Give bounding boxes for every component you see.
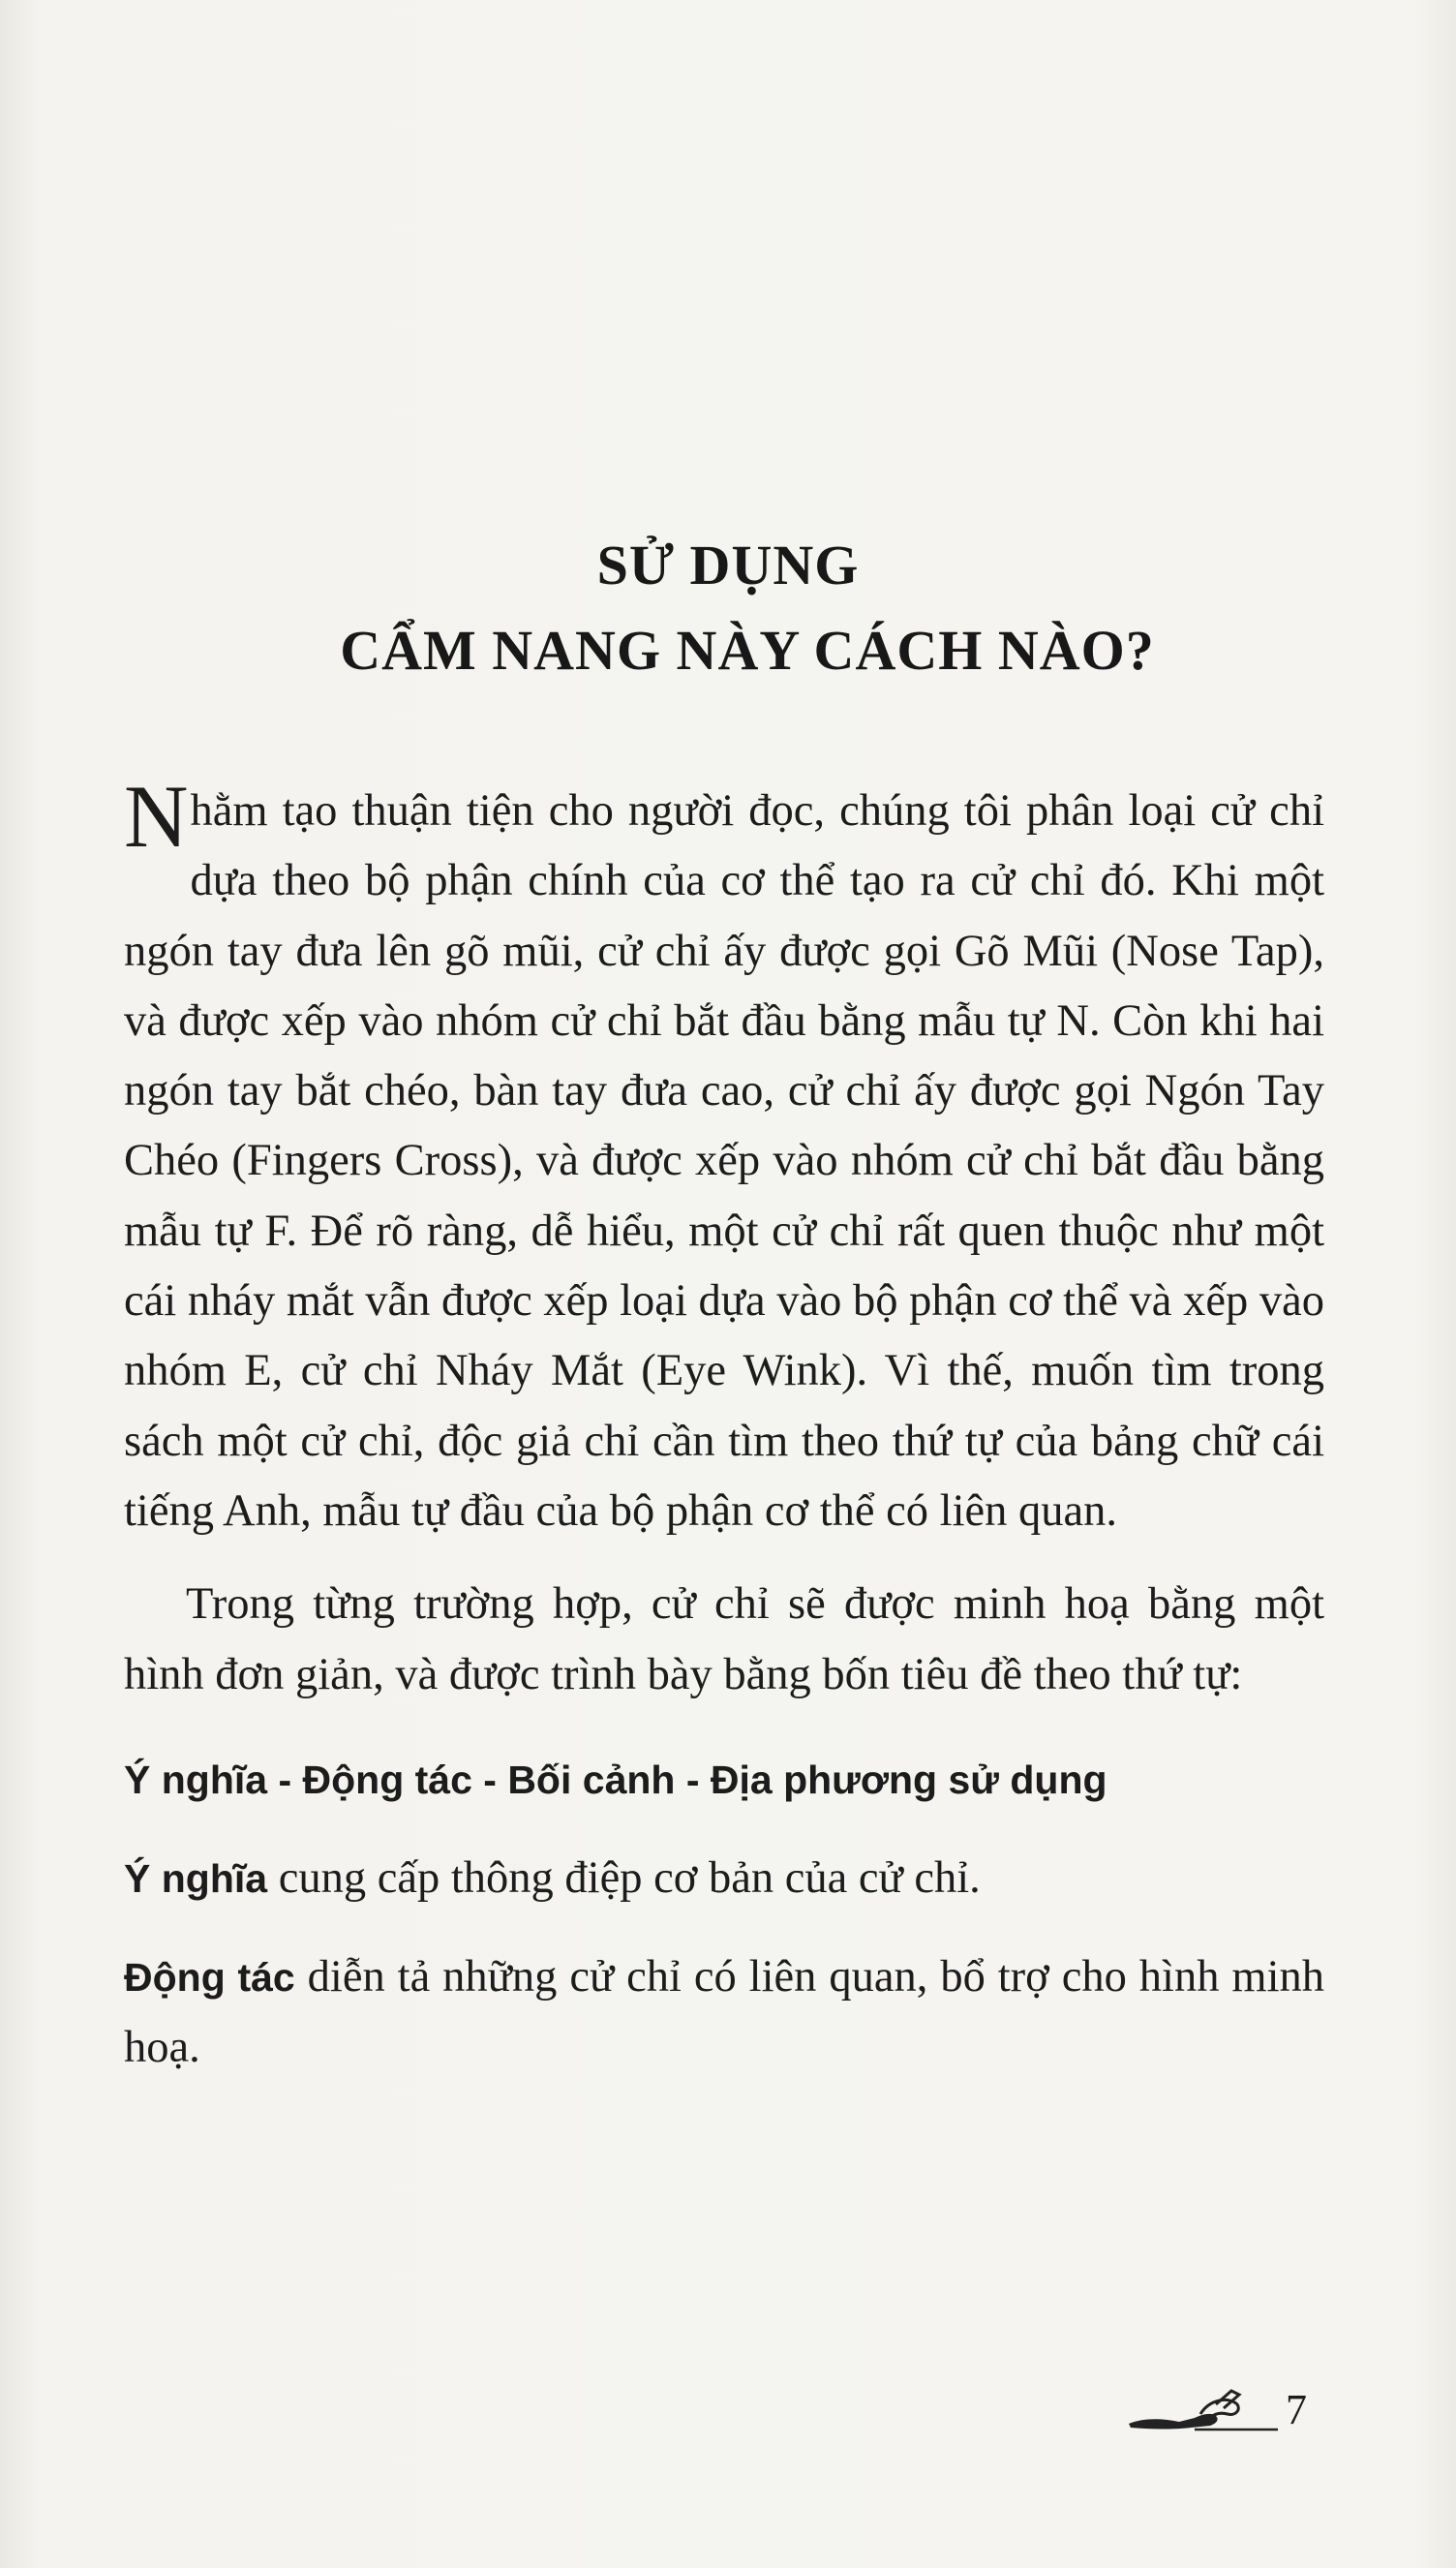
- chapter-title: [0, 523, 1456, 693]
- page-footer: [1123, 2385, 1317, 2443]
- paragraph-2: Trong từng trường hợp, cử chỉ sẽ được minh hoạ bằng một hình đơn giản, và được trình bày bằng bốn tiêu đề theo thứ tự:: [124, 1579, 1324, 1699]
- page-number: 7: [1286, 2386, 1307, 2433]
- paragraph-1-text: hằm tạo thuận tiện cho người đọc, chúng tôi phân loại cử chỉ dựa theo bộ phận chính của cơ thể tạo ra cử chỉ đó. Khi một ngón tay đưa lên gõ mũi, cử chỉ ấy được gọi Gõ Mũi (Nose Tap), và được xếp vào nhóm cử chỉ bắt đầu bằng mẫu tự N. Còn khi hai ngón tay bắt chéo, bàn tay đưa cao, cử chỉ ấy được gọi Ngón Tay Chéo (Fingers Cross), và được xếp vào nhóm cử chỉ bắt đầu bằng mẫu tự F. Để rõ ràng, dễ hiểu, một cử chỉ rất quen thuộc như một cái nháy mắt vẫn được xếp loại dựa vào bộ phận cơ thể và xếp vào nhóm E, cử chỉ Nháy Mắt (Eye Wink). Vì thế, muốn tìm trong sách một cử chỉ, độc giả chỉ cần tìm theo thứ tự của bảng chữ cái tiếng Anh, mẫu tự đầu của bộ phận cơ thể có liên quan.: [124, 786, 1324, 1536]
- title-line-2: CẨM NANG NÀY CÁCH NÀO?: [340, 619, 1155, 682]
- definition-term: Ý nghĩa: [124, 1856, 268, 1902]
- definition-text: cung cấp thông điệp cơ bản của cử chỉ.: [267, 1853, 981, 1904]
- body-text: [124, 767, 1324, 2083]
- title-line-1: SỬ DỤNG: [596, 534, 860, 596]
- definition-action: [124, 1942, 1324, 2083]
- definition-term: Động tác: [124, 1955, 295, 2001]
- pointing-hand-icon: [1123, 2385, 1288, 2443]
- definition-meaning: [124, 1844, 1324, 1913]
- drop-cap: N: [124, 767, 189, 866]
- definition-text: diễn tả những cử chỉ có liên quan, bổ trợ cho hình minh hoạ.: [124, 1952, 1324, 2072]
- headings-line: Ý nghĩa - Động tác - Bối cảnh - Địa phương sử dụng: [124, 1757, 1107, 1802]
- paragraph-1: [124, 767, 1324, 1546]
